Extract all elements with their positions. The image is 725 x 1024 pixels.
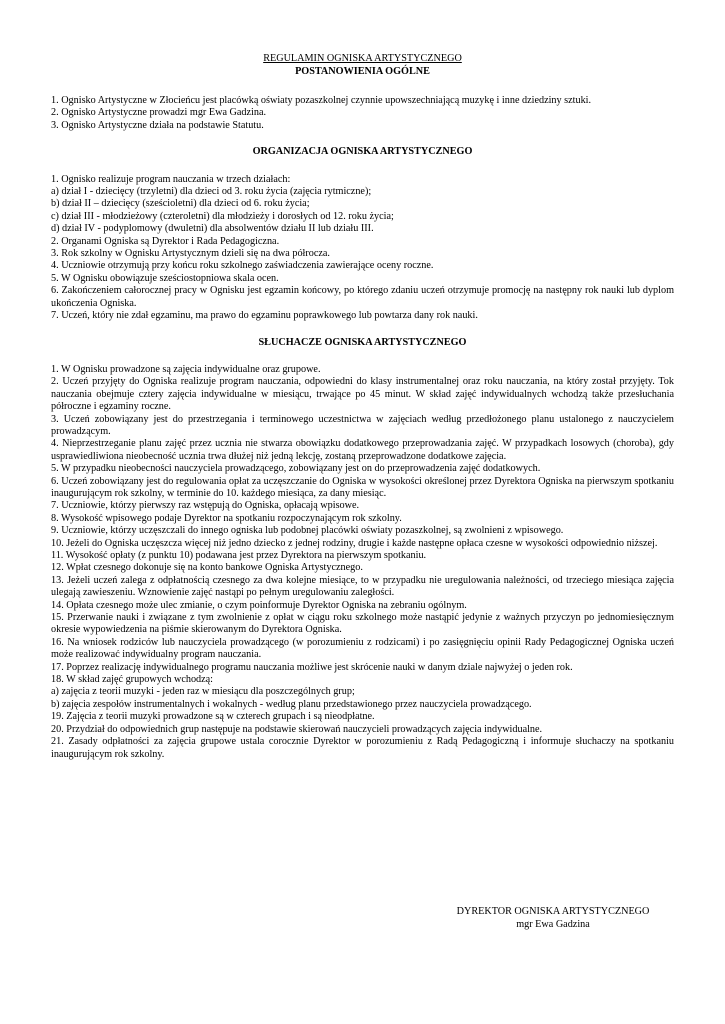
organization-item: d) dział IV - podyplomowy (dwuletni) dla absolwentów działu II lub działu III. — [51, 223, 374, 235]
organization-item: 4. Uczniowie otrzymują przy końcu roku szkolnego zaświadczenia zawierające oceny roczne. — [51, 260, 434, 272]
organization-item: 2. Organami Ogniska są Dyrektor i Rada Pedagogiczna. — [51, 235, 280, 247]
students-item: a) zajęcia z teorii muzyki - jeden raz w miesiącu dla poszczególnych grup; — [51, 686, 355, 698]
organization-section — [51, 174, 674, 323]
students-item: 11. Wysokość opłaty (z punktu 10) podawana jest przez Dyrektora na pierwszym spotkaniu. — [51, 550, 427, 561]
students-item: 14. Opłata czesnego może ulec zmianie, o czym poinformuje Dyrektor Ogniska na zebraniu ogólnym. — [51, 599, 467, 611]
students-item: 15. Przerwanie nauki i związane z tym zwolnienie z opłat w ciągu roku szkolnego może nastąpić jedynie z ważnych przyczyn po jednomiesięcznym okresie wypowiedzenia na piśmie skierowanym do Dyrektora Ogniska. — [51, 612, 674, 636]
students-item: b) zajęcia zespołów instrumentalnych i wokalnych - według planu przedstawionego przez nauczyciela prowadzącego. — [51, 698, 532, 710]
students-section — [51, 364, 674, 761]
organization-heading: ORGANIZACJA OGNISKA ARTYSTYCZNEGO — [252, 146, 473, 158]
students-item: 20. Przydział do odpowiednich grup następuje na podstawie skierowań nauczycieli prowadzących zajęcia indywidualne. — [51, 723, 543, 735]
students-heading: SŁUCHACZE OGNISKA ARTYSTYCZNEGO — [258, 336, 467, 348]
students-item: 5. W przypadku nieobecności nauczyciela prowadzącego, zobowiązany jest on do przeprowadzenia zajęć dodatkowych. — [51, 463, 541, 475]
students-item: 19. Zajęcia z teorii muzyki prowadzone są w czterech grupach i są nieodpłatne. — [51, 711, 375, 723]
students-item: 9. Uczniowie, którzy uczęszczali do innego ogniska lub podobnej placówki oświaty pozaszkolnej, są zwolnieni z wpisowego. — [51, 525, 564, 537]
organization-item: b) dział II – dziecięcy (sześcioletni) dla dzieci od 6. roku życia; — [51, 198, 310, 210]
students-item: 12. Wpłat czesnego dokonuje się na konto bankowe Ogniska Artystycznego. — [51, 562, 363, 574]
document-title: REGULAMIN OGNISKA ARTYSTYCZNEGO — [263, 53, 462, 64]
general-item: 3. Ognisko Artystyczne działa na podstawie Statutu. — [51, 119, 264, 131]
organization-item: c) dział III - młodzieżowy (czteroletni) dla młodzieży i dorosłych od 12. roku życia; — [51, 210, 394, 222]
document-subtitle: POSTANOWIENIA OGÓLNE — [295, 66, 430, 77]
organization-item: 5. W Ognisku obowiązuje sześciostopniowa skala ocen. — [51, 272, 279, 284]
students-item: 7. Uczniowie, którzy pierwszy raz wstępują do Ogniska, opłacają wpisowe. — [51, 500, 360, 512]
signature-role: DYREKTOR OGNISKA ARTYSTYCZNEGO — [456, 906, 650, 917]
organization-item: a) dział I - dziecięcy (trzyletni) dla dzieci od 3. roku życia (zajęcia rytmiczne); — [51, 186, 372, 198]
organization-item: 3. Rok szkolny w Ognisku Artystycznym dzieli się na dwa półrocza. — [51, 248, 330, 260]
students-item: 2. Uczeń przyjęty do Ogniska realizuje program nauczania, odpowiedni do klasy instrumentalnej oraz roku nauczania, na który został przyjęty. Tok nauczania obejmuje cztery zajęcia indywidualne w miesiącu, trwające po 45 minut. W skład zajęć indywidualnych wchodzą także przesłuchania półroczne i egzaminy roczne. — [51, 376, 674, 413]
students-item: 16. Na wniosek rodziców lub nauczyciela prowadzącego (w porozumieniu z rodzicami) i po zasięgnięciu opinii Rady Pedagogicznej Ogniska uczeń może realizować indywidualny program nauczania. — [51, 636, 674, 661]
students-item: 13. Jeżeli uczeń zalega z odpłatnością czesnego za dwa kolejne miesiące, to w przypadku nie uregulowania należności, od trzeciego miesiąca zajęcia ulegają zawieszeniu. Wznowienie zajęć nastąpi po pełnym uregulowaniu zaległości. — [51, 574, 674, 599]
document-title-block — [51, 52, 674, 78]
students-item: 6. Uczeń zobowiązany jest do regulowania opłat za uczęszczanie do Ogniska w wysokości określonej przez Dyrektora Ogniska na pierwszym spotkaniu inaugurującym rok szkolny, w terminie do 10. każdego miesiąca, za dany miesiąc. — [51, 475, 674, 499]
organization-item: 7. Uczeń, który nie zdał egzaminu, ma prawo do egzaminu poprawkowego lub powtarza dany rok nauki. — [51, 310, 478, 322]
general-provisions — [51, 95, 674, 132]
students-item: 10. Jeżeli do Ogniska uczęszcza więcej niż jedno dziecko z jednej rodziny, drugie i każde następne opłaca czesne w wysokości odpowiednio niższej. — [51, 537, 658, 549]
students-item: 1. W Ognisku prowadzone są zajęcia indywidualne oraz grupowe. — [51, 363, 321, 375]
students-item: 21. Zasady odpłatności za zajęcia grupowe ustala corocznie Dyrektor w porozumieniu z Radą Pedagogiczną i informuje słuchaczy na spotkaniu inaugurującym rok szkolny. — [51, 736, 674, 760]
students-item: 3. Uczeń zobowiązany jest do przestrzegania i terminowego uczestnictwa w zajęciach według przedłożonego planu ustalonego z nauczycielem prowadzącym. — [51, 413, 674, 437]
students-item: 4. Nieprzestrzeganie planu zajęć przez ucznia nie stwarza obowiązku dodatkowego przeprowadzania zajęć. W przypadkach losowych (choroba), gdy usprawiedliwiona nieobecność ucznia trwa dłużej niż jedną lekcję, zostaną przeprowadzone dodatkowe zajęcia. — [51, 438, 674, 462]
signature-block — [433, 905, 673, 931]
organization-item: 6. Zakończeniem całorocznej pracy w Ognisku jest egzamin końcowy, po którego zdaniu uczeń otrzymuje promocję na następny rok nauki lub dyplom ukończenia Ogniska. — [51, 285, 674, 309]
students-item: 18. W skład zajęć grupowych wchodzą: — [51, 674, 214, 686]
students-item: 8. Wysokość wpisowego podaje Dyrektor na spotkaniu rozpoczynającym rok szkolny. — [51, 512, 402, 524]
organization-item: 1. Ognisko realizuje program nauczania w trzech działach: — [51, 173, 291, 185]
signature-name: mgr Ewa Gadzina — [516, 919, 590, 930]
general-item: 1. Ognisko Artystyczne w Złocieńcu jest placówką oświaty pozaszkolnej czynnie upowszechniającą muzykę i inne dziedziny sztuki. — [51, 95, 592, 106]
students-item: 17. Poprzez realizację indywidualnego programu nauczania możliwe jest skrócenie nauki w danym dziale najwyżej o jeden rok. — [51, 661, 573, 673]
general-item: 2. Ognisko Artystyczne prowadzi mgr Ewa Gadzina. — [51, 107, 267, 119]
